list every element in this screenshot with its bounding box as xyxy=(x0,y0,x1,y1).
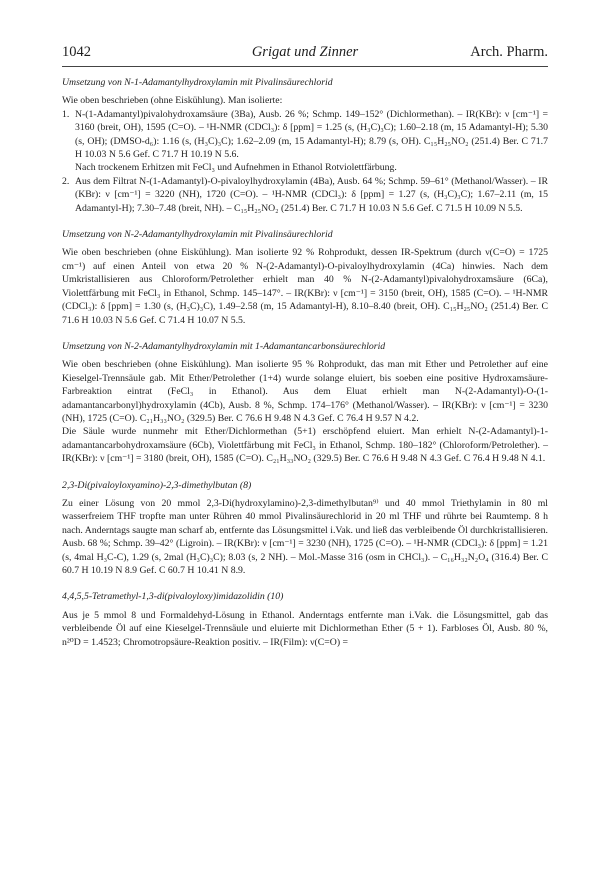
header-authors: Grigat und Zinner xyxy=(251,44,359,60)
page-number: 1042 xyxy=(62,44,91,60)
section-title: Umsetzung von N-2-Adamantylhydroxylamin mit 1-Adamantancarbonsäurechlorid xyxy=(62,340,386,352)
list-item-note: Nach trockenem Erhitzen mit FeCl₃ und Aufnehmen in Ethanol Rotviolettfärbung. xyxy=(75,162,397,174)
list-item-text: N-(1-Adamantyl)pivalohydroxamsäure (3Ba), Ausb. 26 %; Schmp. 149–152° (Dichlormethan). – IR(KBr): ν [cm⁻¹] = 3160 (breit, OH), 1595 (C=O). – ¹H-NMR (CDCl₃): δ [ppm] = 1.25 (s, (H₃C)₃C); 1.60–2.18 (m, 15 Adamantyl-H); 5.30 (s, OH); (DMSO-d₆): 1.16 (s, (H₃C)₃C); 1.62–2.09 (m, 15 Adamantyl-H); 8.79 (s, OH). C₁₅H₂₅NO₂ (251.4) Ber. C 71.7 H 10.03 N 5.6 Gef. C 71.7 H 10.19 N 5.6. xyxy=(75,108,548,161)
list-item xyxy=(62,175,548,215)
list-item-text: Aus dem Filtrat N-(1-Adamantyl)-O-pivaloylhydroxylamin (4Ba), Ausb. 64 %; Schmp. 59–61° (Methanol/Wasser). – IR (KBr): ν [cm⁻¹] = 3220 (NH), 1720 (C=O). – ¹H-NMR (CDCl₃): δ [ppm] = 1.27 (s, (H₃C)₃C); 1.67–2.11 (m, 15 Adamantyl-H); 7.30–7.48 (breit, NH). – C₁₅H₂₅NO₂ (251.4) Ber. C 71.7 H 10.03 N 5.6 Gef. C 71.5 H 10.09 N 5.5. xyxy=(75,175,548,214)
section-title: Umsetzung von N-2-Adamantylhydroxylamin mit Pivalinsäurechlorid xyxy=(62,229,333,241)
header-rule xyxy=(62,66,548,67)
list-item-number: 1. xyxy=(62,108,70,120)
section-title: 2,3-Di(pivaloyloxyamino)-2,3-dimethylbutan (8) xyxy=(62,479,252,491)
header-journal: Arch. Pharm. xyxy=(470,44,548,60)
list-item-number: 2. xyxy=(62,175,70,187)
paragraph: Wie oben beschrieben (ohne Eiskühlung). Man isolierte 95 % Rohprodukt, das man mit Ether und Petrolether auf eine Kieselgel-Trennsäule gab. Mit Ether/Petrolether (1+4) wurde solange eluiert, bis soeben eine positive Hydroxamsäure-Farbreaktion eintrat (FeCl₃ in Ethanol). Aus dem Eluat erhielt man N-(2-Adamantyl)-O-(1-adamantancarbonyl)hydroxylamin (4Cb), Ausb. 8 %, Schmp. 174–176° (Methanol/Wasser). – IR(KBr): ν [cm⁻¹] = 3230 (NH), 1725 (C=O). C₂₁H₃₃NO₂ (329.5) Ber. C 76.6 H 9.48 N 4.3 Gef. C 76.4 H 9.57 N 4.2. xyxy=(62,359,548,424)
running-header xyxy=(62,44,548,66)
section-title: 4,4,5,5-Tetramethyl-1,3-di(pivaloyloxy)imidazolidin (10) xyxy=(62,591,284,603)
section-title: Umsetzung von N-1-Adamantylhydroxylamin mit Pivalinsäurechlorid xyxy=(62,77,333,88)
paragraph: Die Säule wurde nunmehr mit Ether/Dichlormethan (5+1) erschöpfend eluiert. Man erhielt N-(2-Adamantyl)-1-adamantancarbohydroxamsäure (6Cb), Violettfärbung mit FeCl₃ in Ethanol, Schmp. 180–182° (Chloroform/Petrolether). – IR(KBr): ν [cm⁻¹] = 3180 (breit, OH), 1585 (C=O). C₂₁H₃₃NO₂ (329.5) Ber. C 76.6 H 9.48 N 4.3 Gef. C 76.4 H 9.48 N 4.1. xyxy=(62,426,548,465)
paragraph: Wie oben beschrieben (ohne Eiskühlung). Man isolierte 92 % Rohprodukt, dessen IR-Spektrum (durch ν(C=O) = 1725 cm⁻¹) auf einen Anteil von etwa 20 % N-(2-Adamantyl)-O-pivaloylhydroxylamin (4Ca) hinwies. Nach dem Umkristallisieren aus Chloroform/Petrolether erhielt man 40 % N-(2-Adamantyl)pivalohydroxamsäure (6Ca), Violettfärbung mit FeCl₃ in Ethanol, Schmp. 145–147°. – IR(KBr): ν [cm⁻¹] = 3150 (breit, OH), 1585 (C=O). – ¹H-NMR (CDCl₃): δ [ppm] = 1.30 (s, (H₃C)₃C), 1.49–2.58 (m, 15 Adamantyl-H), 8.10–8.40 (breit, OH). C₁₅H₂₅NO₂ (251.4) Ber. C 71.6 H 10.03 N 5.6 Gef. C 71.4 H 10.07 N 5.5. xyxy=(62,247,548,326)
article-body xyxy=(62,76,548,649)
list-item xyxy=(62,108,548,175)
paragraph: Aus je 5 mmol 8 und Formaldehyd-Lösung in Ethanol. Anderntags entfernte man i.Vak. die Lösungsmittel, gab das verbleibende Öl auf eine Kieselgel-Trennsäule und eluierte mit Dichlormethan Ether (5 + 1). Farbloses Öl, Ausb. 80 %, n²⁰D = 1.4523; Chromotropsäure-Reaktion positiv. – IR(Film): ν(C=O) = xyxy=(62,609,548,648)
section-intro: Wie oben beschrieben (ohne Eiskühlung). Man isolierte: xyxy=(62,95,283,107)
paragraph: Zu einer Lösung von 20 mmol 2,3-Di(hydroxylamino)-2,3-dimethylbutan⁹⁾ und 40 mmol Triethylamin in 80 ml wasserfreiem THF tropfte man unter Rühren 40 mmol Pivalinsäurechlorid in 20 ml THF und rührte bei Raumtemp. 8 h nach. Anderntags saugte man scharf ab, entfernte das Lösungsmittel i.Vak. und ließ das verbleibende Öl durchkristallisieren. Ausb. 68 %; Schmp. 39–42° (Ligroin). – IR(KBr): ν [cm⁻¹] = 3230 (NH), 1725 (C=O). – ¹H-NMR (CDCl₃): δ [ppm] = 1.21 (s, 4mal H₃C-C), 1.29 (s, 2mal (H₃C)₃C); 8.03 (s, 2 NH). – Mol.-Masse 316 (osm in CHCl₃). – C₁₆H₃₂N₂O₄ (316.4) Ber. C 60.7 H 10.19 N 8.9 Gef. C 60.7 H 10.41 N 8.9. xyxy=(62,497,548,576)
